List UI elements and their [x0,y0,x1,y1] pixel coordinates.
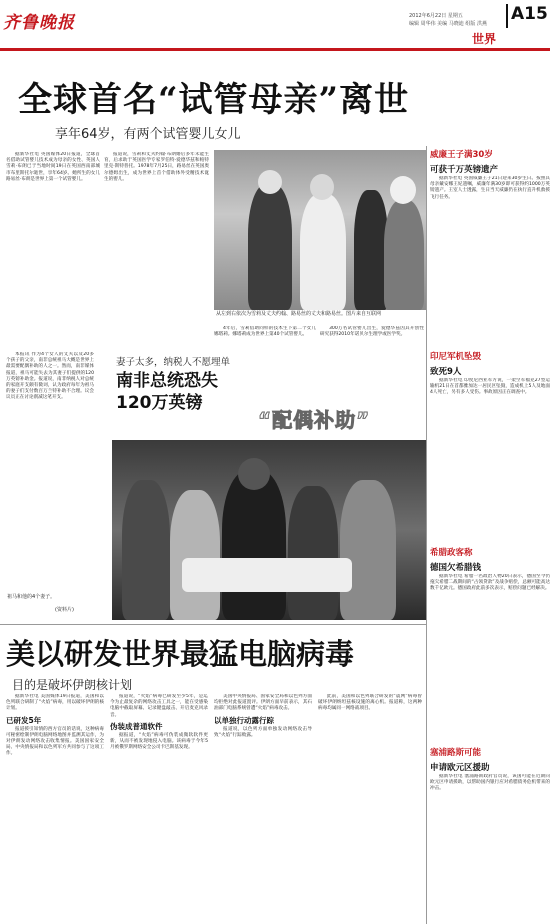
zuma-paragraph: 本报讯 作为4个女人的丈夫以及20多个孩子的父亲，南非总统祖马大概是世界上最需要配偶补助的人之一。然而，南非媒体报道，祖马可能失去为其妻子们提供的120万英镑补助金。报道说，南非纳税人对总统的家庭开支颇有微词，认为政府每年为祖马的妻子们支付数百万兰特补助不合理。议会议员正在讨论削减这笔开支。 [6,352,94,401]
lead-subhead: 享年64岁，有两个试管婴儿女儿 [55,127,241,142]
virus-subheading: 伪装成普通软件 [110,721,163,731]
section-rule [0,624,426,625]
zuma-body [6,352,94,592]
zuma-headline-stamp: “配偶补助” [258,408,371,432]
brief-title: 印尼军机坠毁 [430,352,482,362]
zuma-wives-photo [112,440,426,620]
photo-figure [248,184,292,310]
virus-subhead: 目的是破坏伊朗核计划 [12,678,133,692]
photo-figure [222,470,286,620]
brief-body [430,774,550,894]
zuma-headline-line-2: 120万英镑 [116,393,203,413]
lead-paragraph: 据新华社电 英国媒体20日报道，全球首名借助试管婴儿技术成为母亲的女性、英国人雪莉·布朗已于当地时间19日在英国西南部城市布里斯托尔逝世，享年64岁。她所生的女儿路易丝·布朗是世界上第一个试管婴儿。 [6,152,100,182]
photo-figure [390,176,416,204]
masthead [0,0,550,56]
brief-title: 德国欠希腊钱 [430,563,482,573]
photo-figure [384,200,424,310]
photo-figure [310,174,334,200]
page-number: A15 [506,4,548,28]
virus-subheading: 已研发5年 [6,715,42,725]
virus-paragraph: 美国中央情报局、国家安全局和以色列方面均拒绝对此报道置评。伊朗方面早前表示，其石油部门电脑系统曾遭“火焰”病毒攻击。 [214,694,312,712]
brief-body [430,378,550,544]
zuma-headline [116,370,218,414]
virus-body-col-2 [110,694,208,920]
brief-paragraph: 据新华社电 塞浦路斯政府官员说，该国可能在近期向欧元区申请援助，以帮助国内银行应对希腊债务危机带来的冲击。 [430,774,550,792]
editor-line: 编辑 周华伟 美编 马晓迪 组版 洪燕 [409,21,487,27]
lead-paragraph: 4年后，雪莉借助同样的技术生下第二个女儿娜塔莉。娜塔莉成为世界上第40个试管婴儿。 [214,326,316,338]
brief-body [430,574,550,744]
brief-item [430,352,550,544]
virus-subheading: 以单独行动露行踪 [214,715,274,725]
news-brief-sidebar [426,146,550,924]
lead-body-col-1 [6,152,100,330]
photo-figure [258,170,282,194]
brief-item [430,748,550,894]
family-photo-caption: 从左到右依次为雪莉及丈夫约翰、路易丝的丈夫和路易丝。图片来自互联网 [216,311,382,317]
section-tag: 世界 [472,32,497,46]
photo-figure [122,480,170,620]
brief-paragraph: 据新华社电 英国威廉王子21日迎来30岁生日。按照其母亲戴安娜王妃遗嘱，威廉年满30岁即可获得约1000万英镑遗产。王室人士透露，生日当天威廉仍在执行直升机救援飞行任务。 [430,176,550,200]
virus-body-col-4 [318,694,422,920]
photo-figure [288,486,338,620]
photo-figure [354,190,388,310]
virus-paragraph: 报道援引知情的西方官员的话说，这种病毒可秘密绘制伊朗电脑网络地图并监测其运作，为对伊朗发动网络攻击收集情报。美国国家安全局、中央情报局和以色列军方共同参与了这项工作。 [6,726,104,757]
virus-paragraph: 据报道，“火焰”病毒可伪装成微软软件更新，从而不被发现地侵入电脑。该病毒于今年5月被俄罗斯网络安全公司卡巴斯基发现。 [110,732,208,751]
brief-title: 塞浦路斯可能 [430,748,482,758]
lead-body-col-2 [104,152,209,330]
family-photo [214,150,426,310]
virus-headline: 美以研发世界最猛电脑病毒 [6,637,355,671]
photo-figure [300,194,346,310]
brief-body [430,176,550,348]
brief-title: 致死9人 [430,367,462,377]
virus-paragraph: 据新华社电 美国媒体19日报道，美国和以色列联合研制了“火焰”病毒，用以破坏伊朗的核计划。 [6,694,104,712]
date-line: 2012年6月22日 星期五 [409,13,463,19]
virus-body-col-3 [214,694,312,920]
brief-title: 申请欧元区援助 [430,763,490,773]
brief-item [430,548,550,744]
brief-title: 威廉王子满30岁 [430,150,493,160]
virus-paragraph: 此前，美国和以色列联合研发的“震网”病毒曾破坏伊朗纳坦兹核设施的离心机。报道称，这两种病毒均属同一网络战项目。 [318,694,422,712]
lead-paragraph: 300万名试管婴儿出生，爱德华兹因其开创性研究获得2010年诺贝尔生理学或医学奖。 [320,326,424,338]
brief-paragraph: 据新华社电 希腊一名政治人物20日表示，德国至今仍拖欠希腊二战期间的“占领贷款”及战争赔偿，总额可能高达数千亿欧元。德国政府此前多次表示，赔偿问题已经解决。 [430,574,550,592]
brief-title: 希腊政客称 [430,548,473,558]
virus-body-col-1 [6,694,104,920]
newspaper-logo: 齐鲁晚报 [3,13,75,33]
lead-headline: 全球首名“试管母亲”离世 [18,80,410,120]
zuma-kicker: 妻子太多，纳税人不愿埋单 [116,357,231,368]
photo-figure [238,458,270,490]
zuma-headline-line-1: 南非总统恐失 [116,371,218,391]
top-rule [0,48,550,51]
zuma-photo-credit: (资料片) [55,607,74,613]
photo-cake [182,558,352,592]
photo-figure [170,490,220,620]
virus-paragraph: 报道说，“火焰”病毒已研发至少5年，是迄今为止最复杂的网络攻击工具之一，能在受感染电脑中截取屏幕、记录键盘敲击、开启麦克风录音。 [110,694,208,718]
lead-body-col-4 [320,326,424,366]
lead-paragraph: 报道说，雪莉和丈夫约翰·布朗婚后多年未能生育，后求助于英国医学专家罗伯特·爱德华兹和帕特里克·斯特普托。1978年7月25日，路易丝在英国奥尔德姆出生，成为世界上首个借助体外受精技术诞生的婴儿。 [104,152,209,182]
photo-figure [340,480,396,620]
brief-item [430,150,550,348]
virus-paragraph: 报道说，以色列方面单独发动网络攻击导致“火焰”行踪败露。 [214,726,312,738]
brief-title: 可获千万英镑遗产 [430,165,499,175]
brief-paragraph: 据新华社电 印度尼西亚军方说，一架空军福克27型运输机21日在首都雅加达一居民区坠毁，造成机上5人及地面4人死亡，另有多人受伤。事故原因正在调查中。 [430,378,550,396]
zuma-photo-caption: 祖马和他的4个妻子。 [7,594,56,600]
